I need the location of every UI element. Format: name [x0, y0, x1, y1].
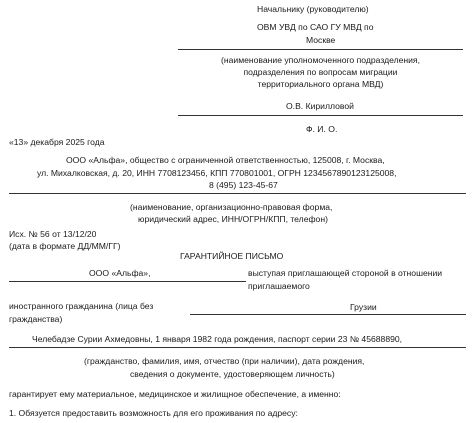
acting-text-line2: приглашаемого — [248, 281, 310, 291]
company-hint-line2: юридический адрес, ИНН/ОГРН/КПП, телефон) — [138, 214, 328, 224]
recipient-name: О.В. Кирилловой — [286, 101, 354, 111]
acting-text-line1: выступая приглашающей стороной в отношении — [248, 268, 443, 278]
org-hint-line1: (наименование уполномоченного подразделения, — [221, 55, 420, 65]
date-format-hint: (дата в формате ДД/ММ/ГГ) — [9, 241, 121, 251]
person-hint-line2: сведения о документе, удостоверяющем личность) — [130, 369, 335, 379]
divider — [190, 314, 466, 315]
person-hint-line1: (гражданство, фамилия, имя, отчество (при наличии), дата рождения, — [84, 356, 365, 366]
recipient-title-line2: ОВМ УВД по САО ГУ МВД по — [257, 22, 374, 32]
company-line2: ул. Михалковская, д. 20, ИНН 7708123456, КПП 770801001, ОГРН 1234567890123125008, — [37, 168, 397, 178]
foreigner-label-line1: иностранного гражданина (лица без — [9, 301, 154, 311]
company-line3: 8 (495) 123-45-67 — [209, 180, 278, 190]
divider — [9, 193, 466, 194]
org-hint-line2: подразделения по вопросам миграции — [243, 67, 398, 77]
company-hint-line1: (наименование, организационно-правовая форма, — [130, 202, 333, 212]
letter-date: «13» декабря 2025 года — [9, 137, 105, 147]
fio-hint: Ф. И. О. — [306, 124, 338, 134]
country-value: Грузии — [350, 302, 377, 312]
divider — [9, 347, 466, 348]
foreigner-label-line2: гражданства) — [9, 314, 63, 324]
person-details: Челебадзе Сурии Ахмедовны, 1 января 1982 года рождения, паспорт серии 23 № 45688890, — [32, 334, 403, 344]
document-title: ГАРАНТИЙНОЕ ПИСЬМО — [180, 251, 284, 261]
company-line1: ООО «Альфа», общество с ограниченной ответственностью, 125008, г. Москва, — [66, 155, 385, 165]
item-1: 1. Обязуется предоставить возможность для его проживания по адресу: — [9, 408, 298, 418]
company-short-name: ООО «Альфа», — [89, 268, 151, 278]
recipient-title-line3: Москве — [306, 35, 336, 45]
divider — [9, 281, 246, 282]
org-hint-line3: территориального органа МВД) — [257, 79, 384, 89]
divider — [178, 49, 463, 50]
guarantee-text: гарантирует ему материальное, медицинское и жилищное обеспечение, а именно: — [9, 389, 341, 399]
recipient-title-line1: Начальнику (руководителю) — [257, 4, 369, 14]
outgoing-number: Исх. № 56 от 13/12/20 — [9, 229, 97, 239]
divider — [178, 115, 463, 116]
